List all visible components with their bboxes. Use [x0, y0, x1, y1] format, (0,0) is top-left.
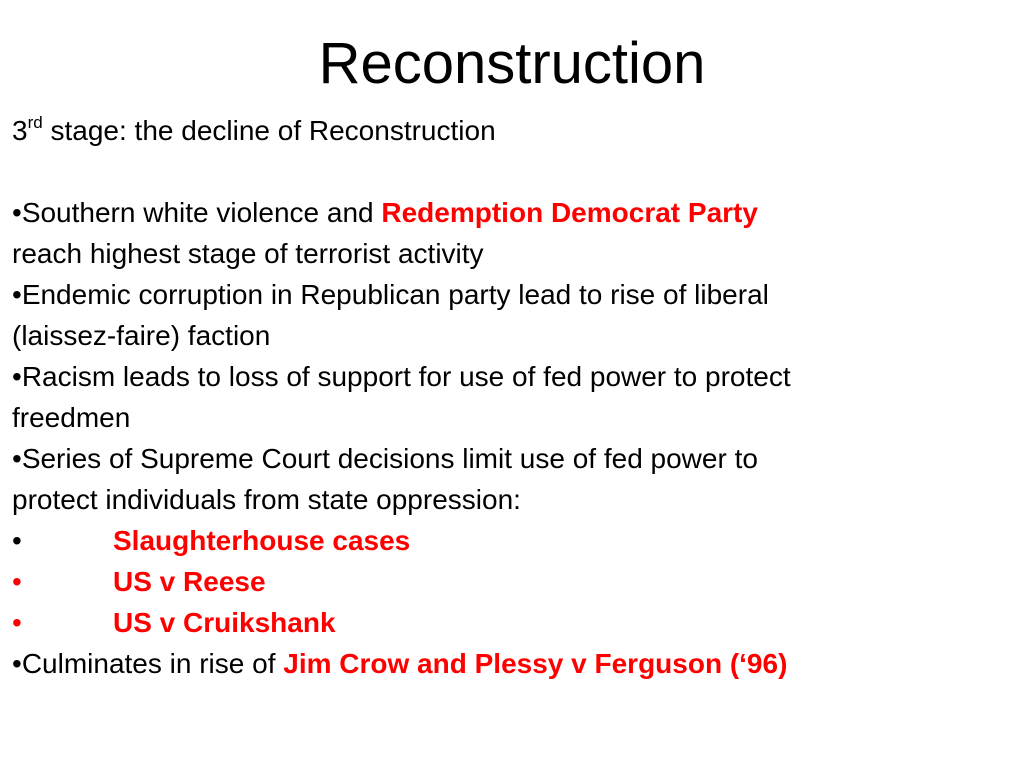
- bullet-2-continuation: (laissez-faire) faction: [12, 320, 271, 351]
- bullet-marker: •: [12, 648, 22, 679]
- bullet-2-text: Endemic corruption in Republican party lead to rise of liberal: [21, 279, 769, 310]
- case-item-slaughterhouse: [12, 520, 1012, 561]
- subtitle-text: stage: the decline of Reconstruction: [42, 115, 496, 146]
- case-item-reese: [12, 561, 1012, 602]
- bullet-5-highlight: Jim Crow and Plessy v Ferguson (‘96): [283, 648, 788, 679]
- bullet-3: [12, 356, 1012, 397]
- subtitle-number: 3: [12, 115, 28, 146]
- case-item-cruikshank: [12, 602, 1012, 643]
- bullet-1: [12, 192, 1012, 233]
- bullet-4-continuation: protect individuals from state oppression:: [12, 484, 521, 515]
- subtitle-line: [12, 110, 1012, 151]
- bullet-1-continuation: reach highest stage of terrorist activity: [12, 238, 484, 269]
- bullet-3-text: Racism leads to loss of support for use of fed power to protect: [21, 361, 791, 392]
- bullet-4: [12, 438, 1012, 479]
- bullet-5-text: Culminates in rise of: [21, 648, 284, 679]
- bullet-marker: •: [12, 443, 22, 474]
- bullet-5: [12, 643, 1012, 684]
- bullet-marker: •: [12, 197, 22, 228]
- bullet-1-text: Southern white violence and: [21, 197, 382, 228]
- bullet-marker: •: [12, 566, 22, 597]
- bullet-marker: •: [12, 279, 22, 310]
- bullet-1-highlight: Redemption Democrat Party: [381, 197, 758, 228]
- case-label: US v Cruikshank: [113, 607, 336, 638]
- bullet-marker: •: [12, 361, 22, 392]
- bullet-2: [12, 274, 1012, 315]
- slide-title: Reconstruction: [318, 31, 706, 96]
- spacer: [12, 151, 1012, 192]
- bullet-marker: •: [12, 607, 22, 638]
- bullet-4-text: Series of Supreme Court decisions limit use of fed power to: [21, 443, 758, 474]
- case-label: US v Reese: [113, 566, 266, 597]
- bullet-marker: •: [12, 525, 22, 556]
- slide-body: [12, 110, 1012, 684]
- subtitle-superscript: rd: [27, 113, 43, 132]
- case-label: Slaughterhouse cases: [113, 525, 411, 556]
- bullet-3-continuation: freedmen: [12, 402, 131, 433]
